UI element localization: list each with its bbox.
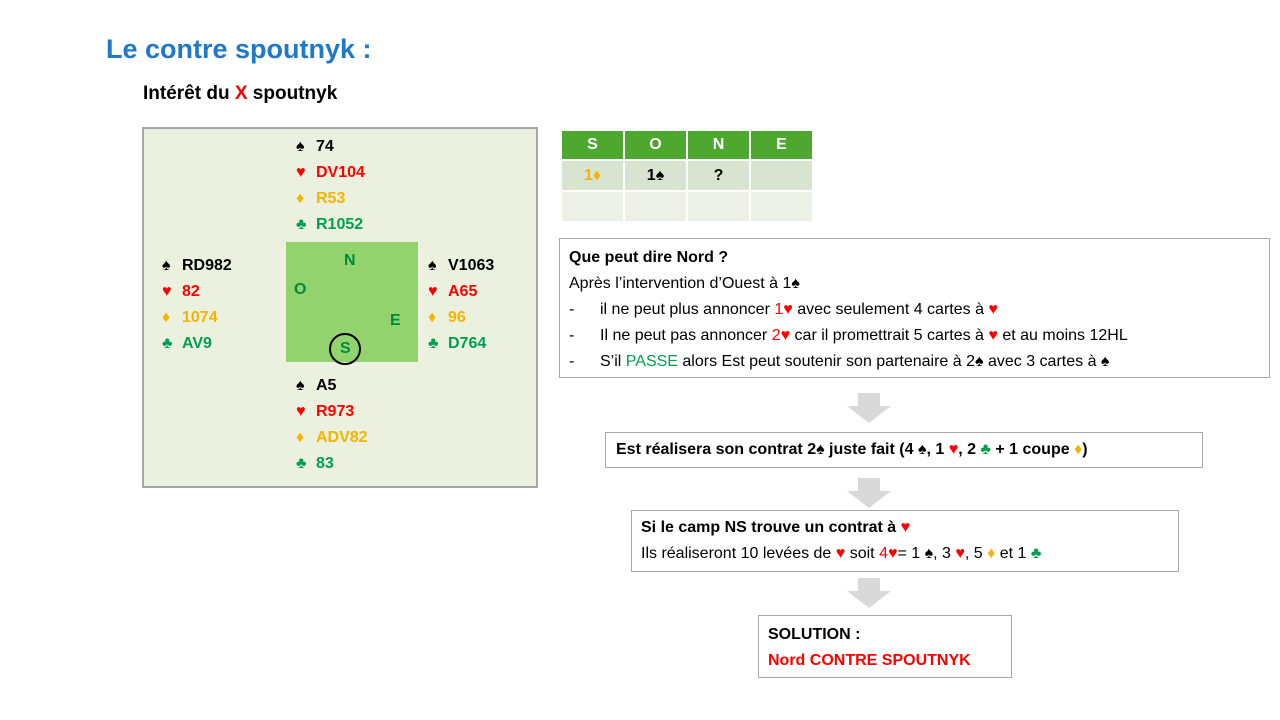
down-arrow-icon <box>847 393 891 423</box>
bid-west-level: 1 <box>646 166 656 184</box>
west-spades: RD982 <box>182 257 232 274</box>
ns-text: Ils réaliseront 10 levées de <box>641 545 836 562</box>
solution-label: SOLUTION : <box>768 626 861 643</box>
bid-header-n: N <box>687 130 750 160</box>
down-arrow-icon <box>847 578 891 608</box>
bullet-text: et au moins 12HL <box>997 327 1128 344</box>
heart-icon: ♥ <box>955 545 965 562</box>
ns-text: et 1 <box>995 545 1031 562</box>
east-text: Est réalisera son contrat 2 <box>616 441 817 458</box>
subtitle-text: Intérêt du <box>143 83 235 104</box>
heart-icon: ♥ <box>948 441 959 458</box>
bullet-text: avec seulement 4 cartes à <box>792 301 989 318</box>
solution-value: Nord CONTRE SPOUTNYK <box>768 652 971 669</box>
bullet-text: alors Est peut soutenir son partenaire à 2 <box>677 353 976 370</box>
deal-diagram <box>142 127 538 488</box>
bidding-row-empty <box>561 191 813 222</box>
compass <box>286 242 418 362</box>
bid-empty-cell <box>750 191 813 222</box>
subtitle <box>143 83 337 105</box>
bid-north: ? <box>687 160 750 191</box>
diamond-icon: ♦ <box>987 545 996 562</box>
north-hearts: DV104 <box>316 164 365 181</box>
ns-text: = 1 <box>897 545 925 562</box>
bullet-dash: - <box>569 353 575 370</box>
east-result-line <box>616 437 1192 463</box>
north-clubs: R1052 <box>316 216 364 233</box>
east-text: ) <box>1082 441 1088 458</box>
east-hand <box>428 253 494 357</box>
compass-north: N <box>344 252 356 269</box>
east-text: juste fait (4 <box>824 441 918 458</box>
heart-icon: ♥ <box>900 519 911 536</box>
compass-east: E <box>390 312 401 329</box>
west-diamonds: 1074 <box>182 309 218 326</box>
heart-icon: ♥ <box>988 327 998 344</box>
bullet-3 <box>569 349 1260 375</box>
spade-icon: ♠ <box>655 166 665 184</box>
bid-south-level: 1 <box>583 166 593 184</box>
diamond-icon: ♦ <box>1074 441 1083 458</box>
east-clubs: D764 <box>448 335 487 352</box>
heart-icon: ♥ <box>162 283 172 300</box>
bid-east <box>750 160 813 191</box>
question-line <box>569 271 1260 297</box>
bid-level: 1 <box>774 301 784 318</box>
ns-contract-box <box>631 510 1179 572</box>
compass-south: S <box>340 340 351 357</box>
bid-empty-cell <box>561 191 624 222</box>
bullet-text: avec 3 cartes à <box>983 353 1101 370</box>
bidding-row <box>561 160 813 191</box>
south-clubs: 83 <box>316 455 334 472</box>
east-hearts: A65 <box>448 283 478 300</box>
south-hearts: R973 <box>316 403 355 420</box>
down-arrow-icon <box>847 478 891 508</box>
spade-icon: ♠ <box>816 441 825 458</box>
diamond-icon: ♦ <box>428 309 437 326</box>
bullet-1 <box>569 297 1260 323</box>
bullet-dash: - <box>569 301 575 318</box>
bid-level: 2 <box>771 327 781 344</box>
bid-west <box>624 160 687 191</box>
ns-text: , 5 <box>964 545 988 562</box>
heart-icon: ♥ <box>783 301 793 318</box>
passe-word: PASSE <box>625 353 678 370</box>
east-spades: V1063 <box>448 257 495 274</box>
heart-icon: ♥ <box>780 327 791 344</box>
heart-icon: ♥ <box>296 403 306 420</box>
west-clubs: AV9 <box>182 335 212 352</box>
diamond-icon: ♦ <box>162 309 171 326</box>
bid-level: 4 <box>879 545 888 562</box>
bid-empty-cell <box>624 191 687 222</box>
club-icon: ♣ <box>1030 545 1042 562</box>
west-hearts: 82 <box>182 283 200 300</box>
south-hand <box>296 373 368 477</box>
bullet-text: il ne peut plus annoncer <box>600 301 775 318</box>
spade-icon: ♠ <box>428 257 437 274</box>
north-spades: 74 <box>316 138 334 155</box>
south-diamonds: ADV82 <box>316 429 368 446</box>
bullet-dash: - <box>569 327 575 344</box>
compass-west: O <box>294 281 307 298</box>
ns-text: , 3 <box>933 545 956 562</box>
south-spades: A5 <box>316 377 337 394</box>
diamond-icon: ♦ <box>296 190 305 207</box>
spade-icon: ♠ <box>791 275 800 292</box>
bid-south <box>561 160 624 191</box>
bullet-2 <box>569 323 1260 349</box>
north-diamonds: R53 <box>316 190 346 207</box>
bullet-text: car il promettrait 5 cartes à <box>790 327 989 344</box>
diamond-icon: ♦ <box>592 166 602 184</box>
spade-icon: ♠ <box>975 353 984 370</box>
ns-line-2 <box>641 541 1169 567</box>
club-icon: ♣ <box>296 216 307 233</box>
spade-icon: ♠ <box>924 545 934 562</box>
heart-icon: ♥ <box>835 545 846 562</box>
ns-text: Si le camp NS trouve un contrat à <box>641 519 901 536</box>
diamond-icon: ♦ <box>296 429 305 446</box>
bidding-header-row <box>561 130 813 160</box>
subtitle-x: X <box>234 83 248 104</box>
bid-empty-cell <box>687 191 750 222</box>
question-box <box>559 238 1270 378</box>
spade-icon: ♠ <box>296 377 305 394</box>
east-text: , 1 <box>926 441 949 458</box>
north-hand <box>296 134 365 238</box>
question-line-text: Après l’intervention d’Ouest à 1 <box>569 275 792 292</box>
bid-header-e: E <box>750 130 813 160</box>
club-icon: ♣ <box>428 335 439 352</box>
spade-icon: ♠ <box>296 138 305 155</box>
spade-icon: ♠ <box>1100 353 1110 370</box>
bullet-text: Il ne peut pas annoncer <box>600 327 772 344</box>
club-icon: ♣ <box>296 455 307 472</box>
bid-header-s: S <box>561 130 624 160</box>
east-text: + 1 coupe <box>990 441 1075 458</box>
heart-icon: ♥ <box>296 164 306 181</box>
spade-icon: ♠ <box>917 441 927 458</box>
east-diamonds: 96 <box>448 309 466 326</box>
east-result-box <box>605 432 1203 468</box>
bid-header-o: O <box>624 130 687 160</box>
bidding-table <box>560 129 814 223</box>
subtitle-text-end: spoutnyk <box>247 83 338 104</box>
club-icon: ♣ <box>162 335 173 352</box>
page-title: Le contre spoutnyk : <box>106 34 372 64</box>
ns-line-1 <box>641 515 1169 541</box>
heart-icon: ♥ <box>428 283 438 300</box>
club-icon: ♣ <box>980 441 991 458</box>
east-text: , 2 <box>958 441 981 458</box>
heart-icon: ♥ <box>988 301 998 318</box>
question-title: Que peut dire Nord ? <box>569 249 729 266</box>
west-hand <box>162 253 232 357</box>
solution-box <box>758 615 1012 678</box>
ns-text: soit <box>845 545 880 562</box>
spade-icon: ♠ <box>162 257 171 274</box>
heart-icon: ♥ <box>887 545 898 562</box>
bullet-text: S’il <box>600 353 626 370</box>
